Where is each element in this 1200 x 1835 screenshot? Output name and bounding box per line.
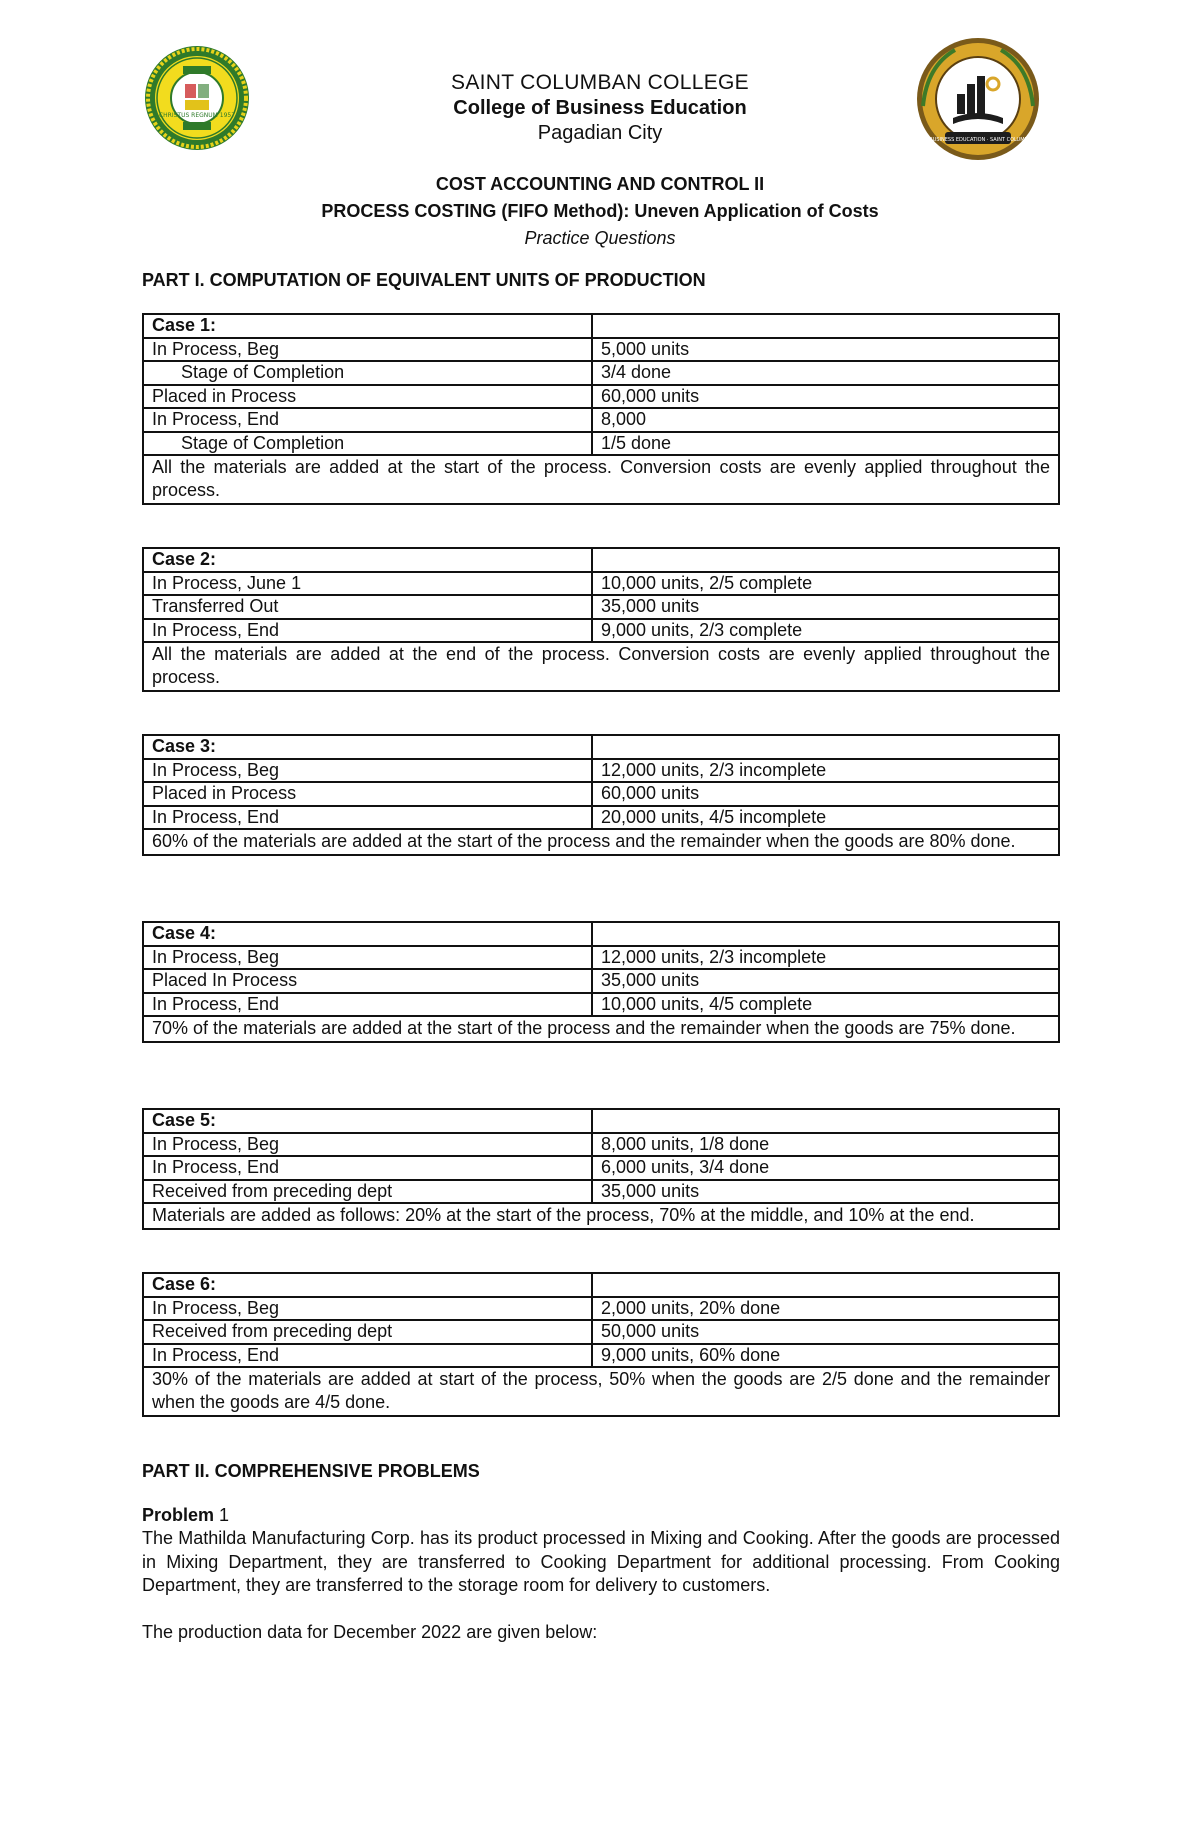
row-key: Stage of Completion: [143, 361, 592, 385]
part-2-title: PART II. COMPREHENSIVE PROBLEMS: [142, 1461, 480, 1481]
row-key: Received from preceding dept: [143, 1320, 592, 1344]
row-value: 20,000 units, 4/5 incomplete: [592, 806, 1059, 830]
svg-text:CHRISTUS REGNUM 1957: CHRISTUS REGNUM 1957: [158, 112, 236, 119]
row-key: In Process, Beg: [143, 1297, 592, 1321]
case-label: Case 2:: [143, 548, 592, 572]
case-label-blank: [592, 548, 1059, 572]
row-value: 8,000 units, 1/8 done: [592, 1133, 1059, 1157]
case-label: Case 6:: [143, 1273, 592, 1297]
row-key: In Process, June 1: [143, 572, 592, 596]
table-row: [143, 1109, 1059, 1133]
case-6-table: [142, 1272, 1060, 1417]
case-label-blank: [592, 1273, 1059, 1297]
table-row: [143, 548, 1059, 572]
table-row: [143, 782, 1059, 806]
case-note: 30% of the materials are added at start of the process, 50% when the goods are 2/5 done and the remainder when the goods are 4/5 done.: [143, 1367, 1059, 1416]
problem-heading: [142, 1504, 1060, 1528]
row-key: Stage of Completion: [143, 432, 592, 456]
case-label-blank: [592, 735, 1059, 759]
row-value: 10,000 units, 2/5 complete: [592, 572, 1059, 596]
row-key: In Process, End: [143, 1344, 592, 1368]
row-value: 3/4 done: [592, 361, 1059, 385]
row-key: In Process, End: [143, 806, 592, 830]
department-name: College of Business Education: [453, 97, 747, 119]
row-value: 2,000 units, 20% done: [592, 1297, 1059, 1321]
table-row: [143, 595, 1059, 619]
svg-text:COLLEGE OF BUSINESS EDUCATION: COLLEGE OF BUSINESS EDUCATION · SAINT COLUMBAN COLLEGE: [896, 137, 1060, 143]
row-value: 35,000 units: [592, 969, 1059, 993]
table-row: [143, 946, 1059, 970]
row-value: 12,000 units, 2/3 incomplete: [592, 946, 1059, 970]
case-2-table: [142, 547, 1060, 692]
table-row: [143, 642, 1059, 691]
row-key: Placed in Process: [143, 782, 592, 806]
case-3-table: [142, 734, 1060, 856]
row-key: In Process, End: [143, 408, 592, 432]
row-value: 35,000 units: [592, 1180, 1059, 1204]
case-label: Case 3:: [143, 735, 592, 759]
table-row: [143, 1156, 1059, 1180]
row-key: Transferred Out: [143, 595, 592, 619]
table-row: [143, 314, 1059, 338]
case-5-table: [142, 1108, 1060, 1230]
row-value: 35,000 units: [592, 595, 1059, 619]
course-subtitle: PROCESS COSTING (FIFO Method): Uneven Application of Costs: [321, 201, 879, 221]
table-row: [143, 1133, 1059, 1157]
course-title: COST ACCOUNTING AND CONTROL II: [435, 174, 765, 194]
case-label: Case 5:: [143, 1109, 592, 1133]
case-note: 70% of the materials are added at the start of the process and the remainder when the goods are 75% done.: [143, 1016, 1059, 1042]
table-row: [143, 1180, 1059, 1204]
table-row: [143, 361, 1059, 385]
case-label-blank: [592, 1109, 1059, 1133]
row-key: In Process, Beg: [143, 946, 592, 970]
table-row: [143, 1297, 1059, 1321]
case-label: Case 4:: [143, 922, 592, 946]
table-row: [143, 993, 1059, 1017]
row-key: In Process, Beg: [143, 759, 592, 783]
part-1-title: PART I. COMPUTATION OF EQUIVALENT UNITS OF PRODUCTION: [142, 270, 706, 290]
case-label-blank: [592, 922, 1059, 946]
row-key: In Process, End: [143, 1156, 592, 1180]
problem-label: Problem: [142, 1505, 215, 1525]
case-4-table: [142, 921, 1060, 1043]
table-row: [143, 1367, 1059, 1416]
case-1-table: [142, 313, 1060, 505]
table-row: [143, 1273, 1059, 1297]
table-row: [143, 455, 1059, 504]
table-row: [143, 338, 1059, 362]
row-value: 9,000 units, 60% done: [592, 1344, 1059, 1368]
row-value: 10,000 units, 4/5 complete: [592, 993, 1059, 1017]
table-row: [143, 619, 1059, 643]
table-row: [143, 759, 1059, 783]
table-row: [143, 1203, 1059, 1229]
row-value: 9,000 units, 2/3 complete: [592, 619, 1059, 643]
table-row: [143, 1344, 1059, 1368]
case-label-blank: [592, 314, 1059, 338]
course-note: Practice Questions: [524, 228, 676, 248]
table-row: [143, 969, 1059, 993]
course-heading: [0, 171, 1200, 252]
production-intro: The production data for December 2022 are given below:: [142, 1622, 598, 1642]
case-label: Case 1:: [143, 314, 592, 338]
row-value: 60,000 units: [592, 385, 1059, 409]
row-value: 6,000 units, 3/4 done: [592, 1156, 1059, 1180]
row-value: 8,000: [592, 408, 1059, 432]
row-key: Placed In Process: [143, 969, 592, 993]
row-key: In Process, Beg: [143, 1133, 592, 1157]
case-note: 60% of the materials are added at the start of the process and the remainder when the goods are 80% done.: [143, 829, 1059, 855]
row-key: In Process, End: [143, 993, 592, 1017]
college-header: [0, 70, 1200, 146]
table-row: [143, 735, 1059, 759]
case-note: All the materials are added at the end of the process. Conversion costs are evenly applied throughout the process.: [143, 642, 1059, 691]
table-row: [143, 432, 1059, 456]
row-key: Received from preceding dept: [143, 1180, 592, 1204]
table-row: [143, 1320, 1059, 1344]
problem-number: 1: [219, 1505, 230, 1525]
row-value: 50,000 units: [592, 1320, 1059, 1344]
row-key: In Process, End: [143, 619, 592, 643]
table-row: [143, 829, 1059, 855]
college-name: SAINT COLUMBAN COLLEGE: [451, 71, 749, 94]
table-row: [143, 408, 1059, 432]
case-note: Materials are added as follows: 20% at the start of the process, 70% at the middle, and 10% at the end.: [143, 1203, 1059, 1229]
row-key: In Process, Beg: [143, 338, 592, 362]
row-value: 1/5 done: [592, 432, 1059, 456]
row-value: 12,000 units, 2/3 incomplete: [592, 759, 1059, 783]
row-key: Placed in Process: [143, 385, 592, 409]
table-row: [143, 572, 1059, 596]
table-row: [143, 385, 1059, 409]
table-row: [143, 1016, 1059, 1042]
table-row: [143, 922, 1059, 946]
row-value: 5,000 units: [592, 338, 1059, 362]
row-value: 60,000 units: [592, 782, 1059, 806]
city-name: Pagadian City: [537, 122, 663, 144]
case-note: All the materials are added at the start of the process. Conversion costs are evenly applied throughout the process.: [143, 455, 1059, 504]
table-row: [143, 806, 1059, 830]
problem-paragraph: The Mathilda Manufacturing Corp. has its product processed in Mixing and Cooking. After the goods are processed in Mixing Department, they are transferred to Cooking Department for additional processing. From Cooking Department, they are transferred to the storage room for delivery to customers.: [142, 1528, 1060, 1595]
